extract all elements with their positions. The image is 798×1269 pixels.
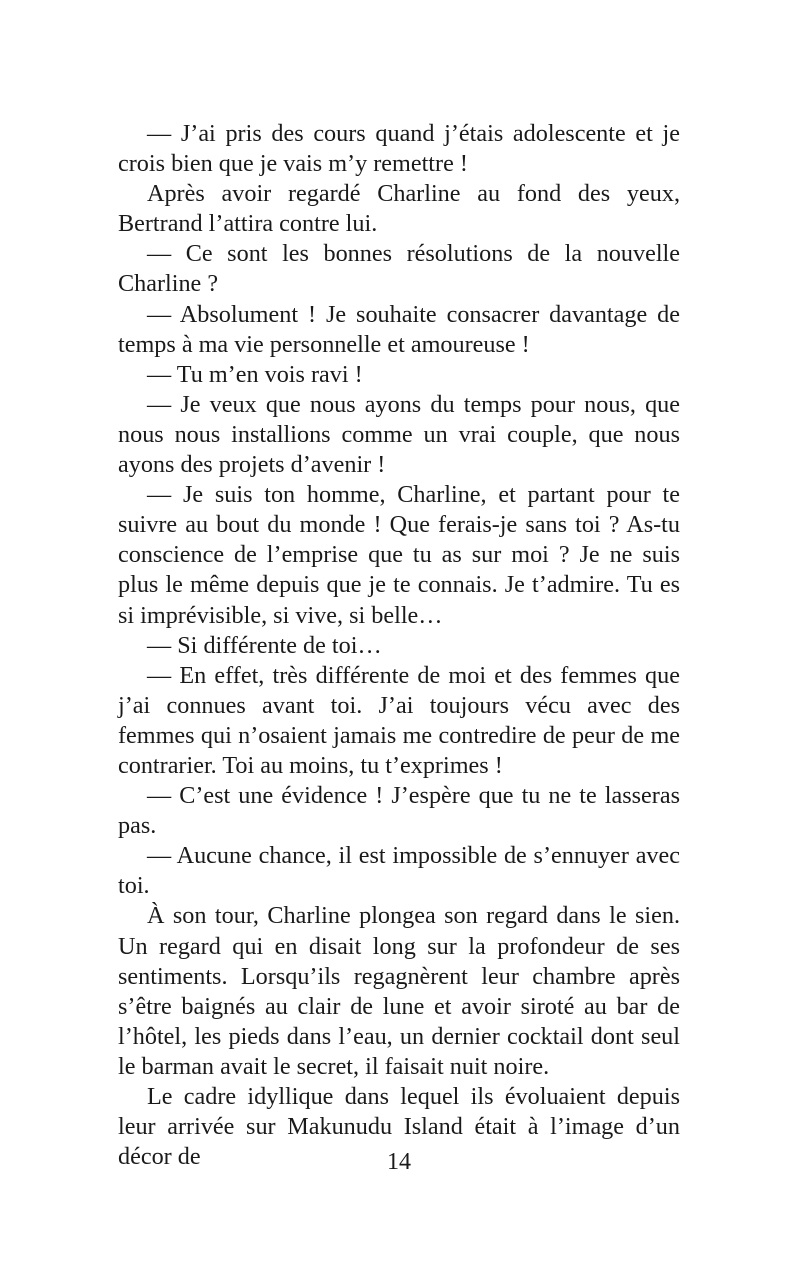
paragraph: — Aucune chance, il est impossible de s’ennuyer avec toi. — [118, 842, 680, 900]
book-page-text — [118, 119, 680, 1172]
paragraph: — C’est une évidence ! J’espère que tu ne te lasseras pas. — [118, 782, 680, 840]
paragraph: Le cadre idyllique dans lequel ils évoluaient depuis leur arrivée sur Makunudu Island était à l’image d’un décor de — [118, 1083, 680, 1171]
paragraph: — Je suis ton homme, Charline, et partant pour te suivre au bout du monde ! Que ferais-je sans toi ? As-tu conscience de l’emprise que tu as sur moi ? Je ne suis plus le même depuis que je te connais. Je t’admire. Tu es si imprévisible, si vive, si belle… — [118, 481, 680, 629]
paragraph: — Tu m’en vois ravi ! — [147, 360, 363, 388]
paragraph: — Si différente de toi… — [147, 631, 382, 659]
paragraph: — Je veux que nous ayons du temps pour nous, que nous nous installions comme un vrai couple, que nous ayons des projets d’avenir ! — [118, 390, 680, 479]
paragraph: À son tour, Charline plongea son regard dans le sien. Un regard qui en disait long sur la profondeur de ses sentiments. Lorsqu’ils regagnèrent leur chambre après s’être baignés au clair de lune et avoir siroté au bar de l’hôtel, les pieds dans l’eau, un dernier cocktail dont seul le barman avait le secret, il faisait nuit noire. — [118, 902, 680, 1080]
paragraph: Après avoir regardé Charline au fond des yeux, Bertrand l’attira contre lui. — [118, 180, 680, 238]
paragraph: — J’ai pris des cours quand j’étais adolescente et je crois bien que je vais m’y remettre ! — [118, 120, 680, 178]
paragraph: — Absolument ! Je souhaite consacrer davantage de temps à ma vie personnelle et amoureuse ! — [118, 300, 680, 358]
paragraph: — En effet, très différente de moi et des femmes que j’ai connues avant toi. J’ai toujours vécu avec des femmes qui n’osaient jamais me contredire de peur de me contrarier. Toi au moins, tu t’exprimes ! — [118, 661, 680, 779]
page-number: 14 — [387, 1149, 411, 1175]
paragraph: — Ce sont les bonnes résolutions de la nouvelle Charline ? — [118, 240, 680, 298]
